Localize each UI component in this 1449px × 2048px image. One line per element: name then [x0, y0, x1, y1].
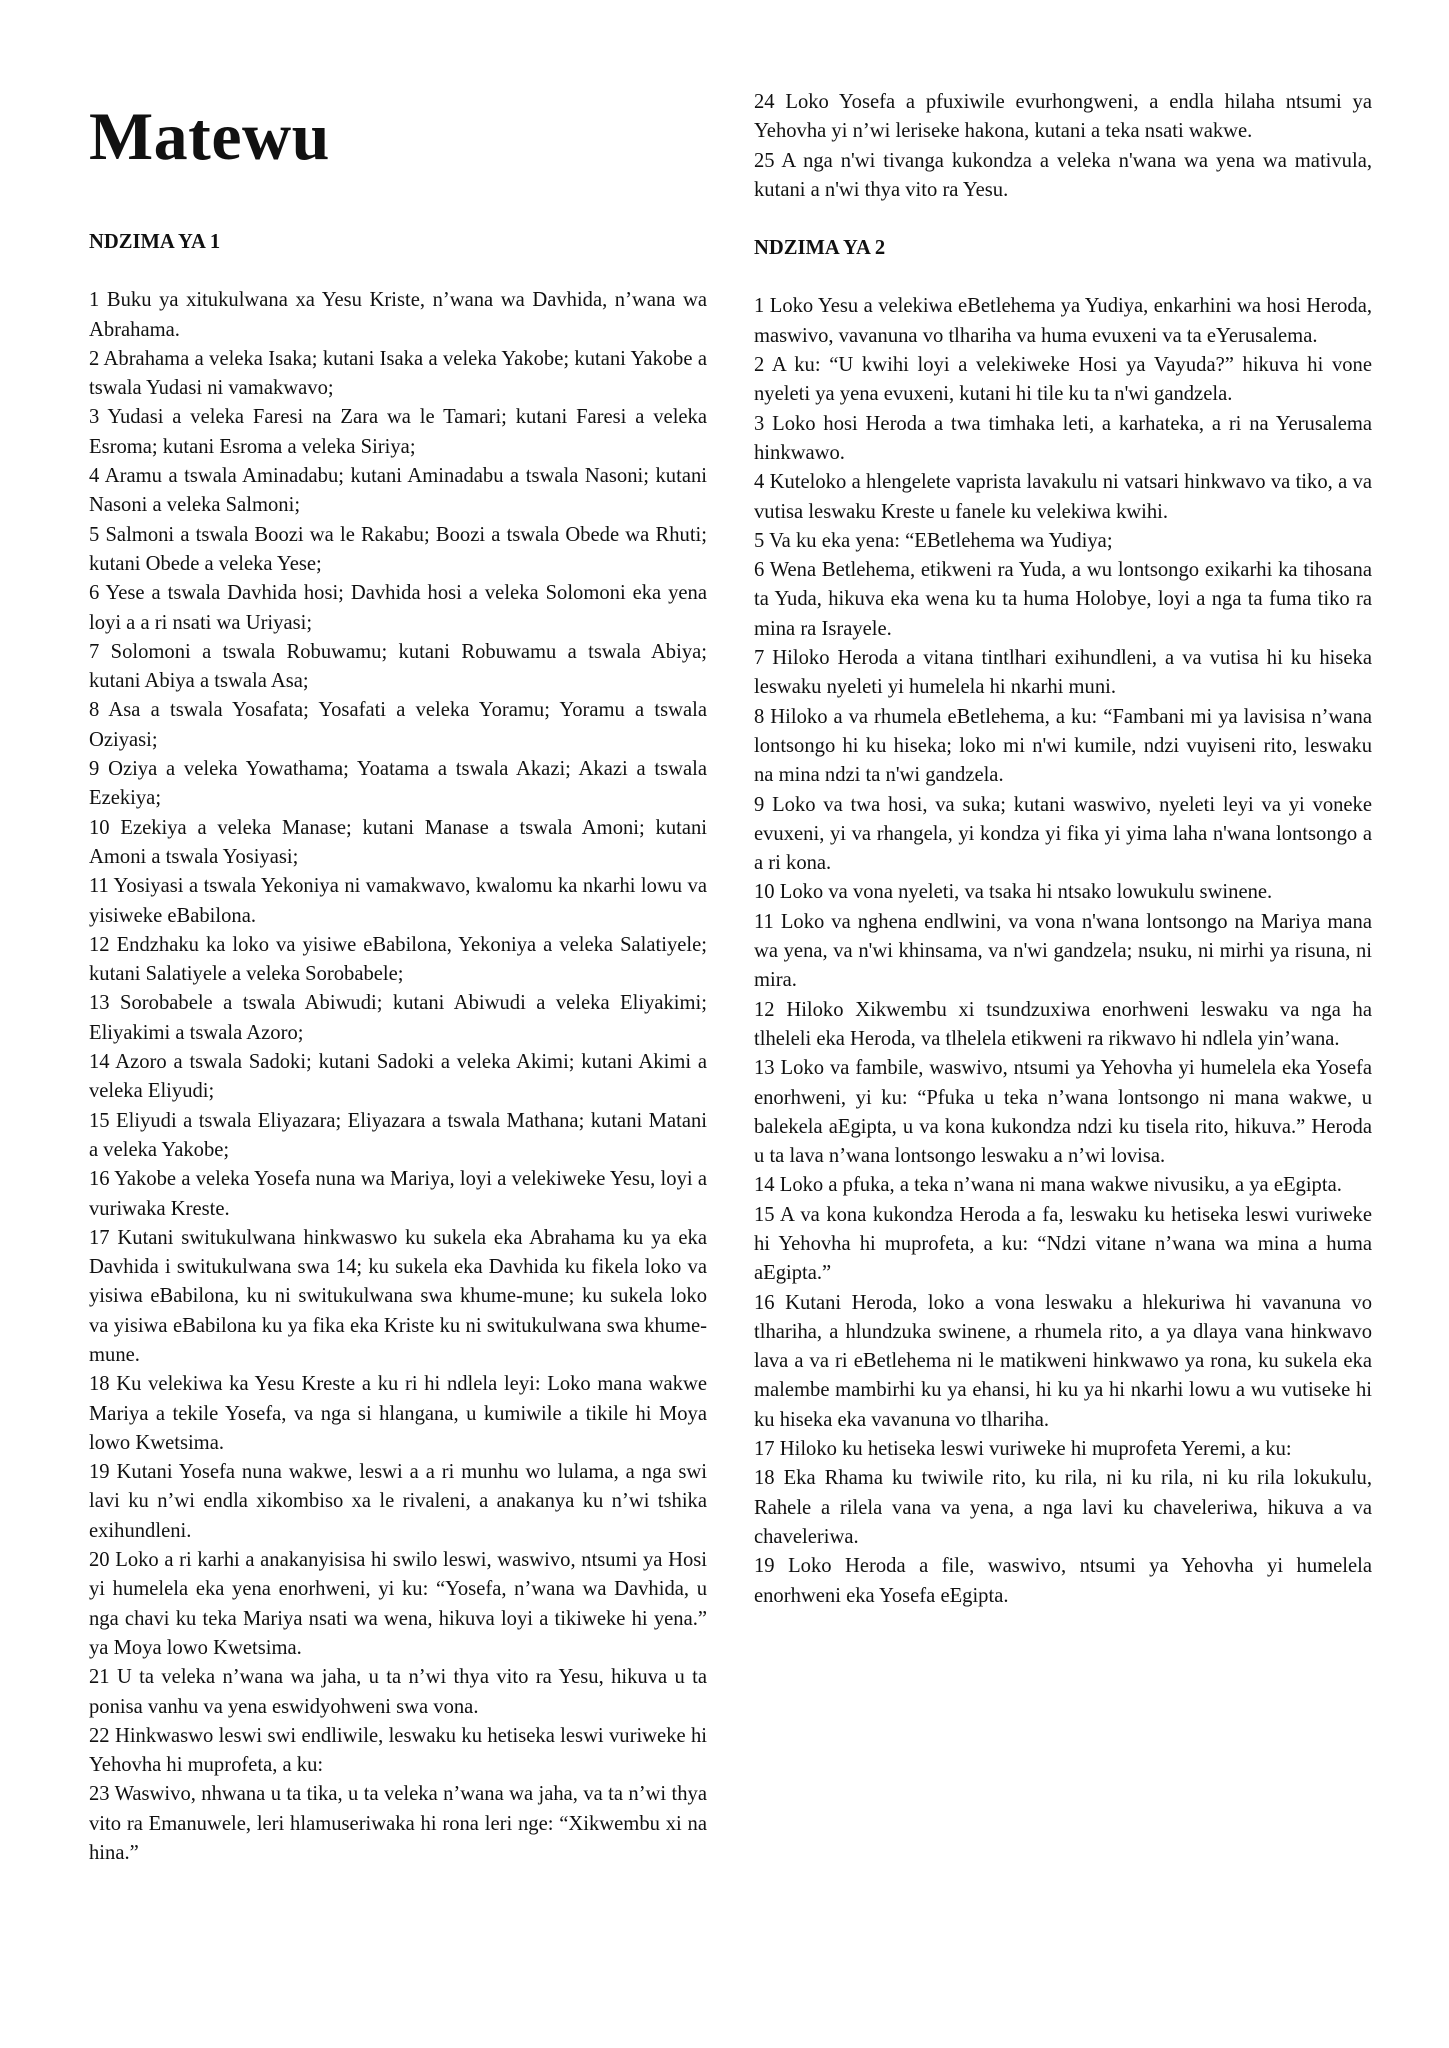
verse: 19 Kutani Yosefa nuna wakwe, leswi a a ri munhu wo lulama, a nga swi lavi ku n’wi endla xikombiso xa le rivaleni, a anakanya ku n’wi tshika exihundleni.: [89, 1461, 707, 1542]
verse: 5 Salmoni a tswala Boozi wa le Rakabu; Boozi a tswala Obede wa Rhuti; kutani Obede a veleka Yese;: [89, 523, 707, 575]
right-column: [754, 88, 1372, 1611]
verse: 4 Kuteloko a hlengelete vaprista lavakulu ni vatsari hinkwavo va tiko, a va vutisa leswaku Kreste u fanele ku velekiwa kwihi.: [754, 471, 1372, 523]
verse: 9 Loko va twa hosi, va suka; kutani waswivo, nyeleti leyi va yi voneke evuxeni, yi va rhangela, yi kondza yi fika yi yima laha n'wana lontsongo a a ri kona.: [754, 793, 1372, 875]
verse: 11 Yosiyasi a tswala Yekoniya ni vamakwavo, kwalomu ka nkarhi lowu va yisiweke eBabilona.: [89, 875, 707, 927]
verse: 14 Azoro a tswala Sadoki; kutani Sadoki a veleka Akimi; kutani Akimi a veleka Eliyudi;: [89, 1051, 707, 1103]
verse: 22 Hinkwaswo leswi swi endliwile, leswaku ku hetiseka leswi vuriweke hi Yehovha hi muprofeta, a ku:: [89, 1724, 707, 1777]
verse: 2 Abrahama a veleka Isaka; kutani Isaka a veleka Yakobe; kutani Yakobe a tswala Yudasi ni vamakwavo;: [89, 347, 707, 400]
chapter-1-heading: NDZIMA YA 1: [89, 231, 221, 253]
verse: 16 Kutani Heroda, loko a vona leswaku a hlekuriwa hi vavanuna vo tlhariha, a hlundzuka swinene, a rhumela rito, a ya dlaya vana hinkwavo lava a va ri eBetlehema ni le matikweni hinkwawo ya rona, ku sukela eka malembe mambirhi ku ya ehansi, hi ku ya hi nkarhi lowu a wu vutiseke hi ku hiseka eka vavanuna vo tlhariha.: [754, 1291, 1372, 1431]
chapter-1-verses-right: [754, 88, 1372, 205]
verse: 20 Loko a ri karhi a anakanyisisa hi swilo leswi, waswivo, ntsumi ya Hosi yi humelela eka yena enorhweni, yi ku: “Yosefa, n’wana wa Davhida, u nga chavi ku teka Mariya nsati wa wena, hikuva loyi a tikiweke hi yena.” ya Moya lowo Kwetsima.: [89, 1549, 707, 1659]
verse: 17 Kutani switukulwana hinkwaswo ku sukela eka Abrahama ku ya eka Davhida i switukulwana swa 14; ku sukela eka Davhida ku fikela loko va yisiwa eBabilona, ku ni switukulwana swa khume-mune; ku sukela loko va yisiwa eBabilona ku ya fika eka Kriste ku ni switukulwana swa khume-mune.: [89, 1226, 707, 1366]
verse: 10 Ezekiya a veleka Manase; kutani Manase a tswala Amoni; kutani Amoni a tswala Yosiyasi;: [89, 816, 707, 868]
verse: 7 Solomoni a tswala Robuwamu; kutani Robuwamu a tswala Abiya; kutani Abiya a tswala Asa;: [89, 640, 707, 693]
verse: 25 A nga n'wi tivanga kukondza a veleka n'wana wa yena wa mativula, kutani a n'wi thya vito ra Yesu.: [754, 149, 1372, 201]
chapter-2-verses: [754, 292, 1372, 1610]
verse: 13 Sorobabele a tswala Abiwudi; kutani Abiwudi a veleka Eliyakimi; Eliyakimi a tswala Azoro;: [89, 992, 707, 1044]
verse: 8 Hiloko a va rhumela eBetlehema, a ku: “Fambani mi ya lavisisa n’wana lontsongo hi ku hiseka; loko mi n'wi kumile, ndzi vuyiseni rito, leswaku na mina ndzi ta n'wi gandzela.: [754, 705, 1372, 787]
verse: 6 Wena Betlehema, etikweni ra Yuda, a wu lontsongo exikarhi ka tihosana ta Yuda, hikuva eka wena ku ta huma Holobye, loyi a nga ta fuma tiko ra mina ra Israyele.: [754, 559, 1372, 640]
chapter-2-heading: NDZIMA YA 2: [754, 237, 886, 260]
verse: 3 Yudasi a veleka Faresi na Zara wa le Tamari; kutani Faresi a veleka Esroma; kutani Esroma a veleka Siriya;: [89, 406, 707, 458]
verse: 5 Va ku eka yena: “EBetlehema wa Yudiya;: [754, 529, 1113, 552]
verse: 16 Yakobe a veleka Yosefa nuna wa Mariya, loyi a velekiweke Yesu, loyi a vuriwaka Kreste.: [89, 1168, 707, 1220]
verse: 14 Loko a pfuka, a teka n’wana ni mana wakwe nivusiku, a ya eEgipta.: [754, 1174, 1342, 1197]
verse: 1 Loko Yesu a velekiwa eBetlehema ya Yudiya, enkarhini wa hosi Heroda, maswivo, vavanuna vo tlhariha va huma evuxeni va ta eYerusalema.: [754, 295, 1372, 347]
verse: 15 Eliyudi a tswala Eliyazara; Eliyazara a tswala Mathana; kutani Matani a veleka Yakobe;: [89, 1109, 707, 1161]
verse: 19 Loko Heroda a file, waswivo, ntsumi ya Yehovha yi humelela enorhweni eka Yosefa eEgipta.: [754, 1555, 1372, 1607]
verse: 24 Loko Yosefa a pfuxiwile evurhongweni, a endla hilaha ntsumi ya Yehovha yi n’wi leriseke hakona, kutani a teka nsati wakwe.: [754, 91, 1372, 143]
verse: 8 Asa a tswala Yosafata; Yosafati a veleka Yoramu; Yoramu a tswala Oziyasi;: [89, 699, 707, 751]
verse: 9 Oziya a veleka Yowathama; Yoatama a tswala Akazi; Akazi a tswala Ezekiya;: [89, 758, 707, 810]
book-title: Matewu: [89, 98, 330, 174]
verse: 12 Endzhaku ka loko va yisiwe eBabilona, Yekoniya a veleka Salatiyele; kutani Salatiyele a veleka Sorobabele;: [89, 933, 707, 986]
verse: 6 Yese a tswala Davhida hosi; Davhida hosi a veleka Solomoni eka yena loyi a a ri nsati wa Uriyasi;: [89, 582, 707, 634]
verse: 7 Hiloko Heroda a vitana tintlhari exihundleni, a va vutisa hi ku hiseka leswaku nyeleti yi humelela hi nkarhi muni.: [754, 647, 1372, 699]
verse: 21 U ta veleka n’wana wa jaha, u ta n’wi thya vito ra Yesu, hikuva u ta ponisa vanhu va yena eswidyohweni swa vona.: [89, 1666, 707, 1718]
verse: 23 Waswivo, nhwana u ta tika, u ta veleka n’wana wa jaha, va ta n’wi thya vito ra Emanuwele, leri hlamuseriwaka hi rona leri nge: “Xikwembu xi na hina.”: [89, 1783, 707, 1865]
verse: 2 A ku: “U kwihi loyi a velekiweke Hosi ya Vayuda?” hikuva hi vone nyeleti ya yena evuxeni, kutani hi tile ku ta n'wi gandzela.: [754, 354, 1372, 406]
verse: 18 Ku velekiwa ka Yesu Kreste a ku ri hi ndlela leyi: Loko mana wakwe Mariya a tekile Yosefa, va nga si hlangana, u kumiwile a tikile hi Moya lowo Kwetsima.: [89, 1373, 707, 1454]
verse: 15 A va kona kukondza Heroda a fa, leswaku ku hetiseka leswi vuriweke hi Yehovha hi muprofeta, a ku: “Ndzi vitane n’wana wa mina a huma aEgipta.”: [754, 1203, 1372, 1285]
verse: 1 Buku ya xitukulwana xa Yesu Kriste, n’wana wa Davhida, n’wana wa Abrahama.: [89, 289, 707, 341]
verse: 17 Hiloko ku hetiseka leswi vuriweke hi muprofeta Yeremi, a ku:: [754, 1438, 1292, 1461]
verse: 3 Loko hosi Heroda a twa timhaka leti, a karhateka, a ri na Yerusalema hinkwawo.: [754, 412, 1372, 464]
verse: 10 Loko va vona nyeleti, va tsaka hi ntsako lowukulu swinene.: [754, 881, 1273, 904]
verse: 18 Eka Rhama ku twiwile rito, ku rila, ni ku rila, ni ku rila lokukulu, Rahele a rilela vana va yena, a nga lavi ku chaveleriwa, hikuva a va chaveleriwa.: [754, 1467, 1372, 1548]
chapter-1-verses-left: [89, 286, 707, 1868]
left-column: [89, 96, 707, 1868]
verse: 13 Loko va fambile, waswivo, ntsumi ya Yehovha yi humelela eka Yosefa enorhweni, yi ku: “Pfuka u teka n’wana lontsongo ni mana wakwe, u balekela aEgipta, u va kona kukondza ndzi ku tisela rito, hikuva.” Heroda u ta lava n’wana lontsongo leswaku a n’wi lovisa.: [754, 1057, 1372, 1168]
verse: 12 Hiloko Xikwembu xi tsundzuxiwa enorhweni leswaku va nga ha tlheleli eka Heroda, va tlhelela etikweni ra rikwavo hi ndlela yin’wana.: [754, 998, 1372, 1050]
verse: 11 Loko va nghena endlwini, va vona n'wana lontsongo na Mariya mana wa yena, va n'wi khinsama, va n'wi gandzela; nsuku, ni mirhi ya risuna, ni mira.: [754, 910, 1372, 992]
verse: 4 Aramu a tswala Aminadabu; kutani Aminadabu a tswala Nasoni; kutani Nasoni a veleka Salmoni;: [89, 465, 707, 517]
